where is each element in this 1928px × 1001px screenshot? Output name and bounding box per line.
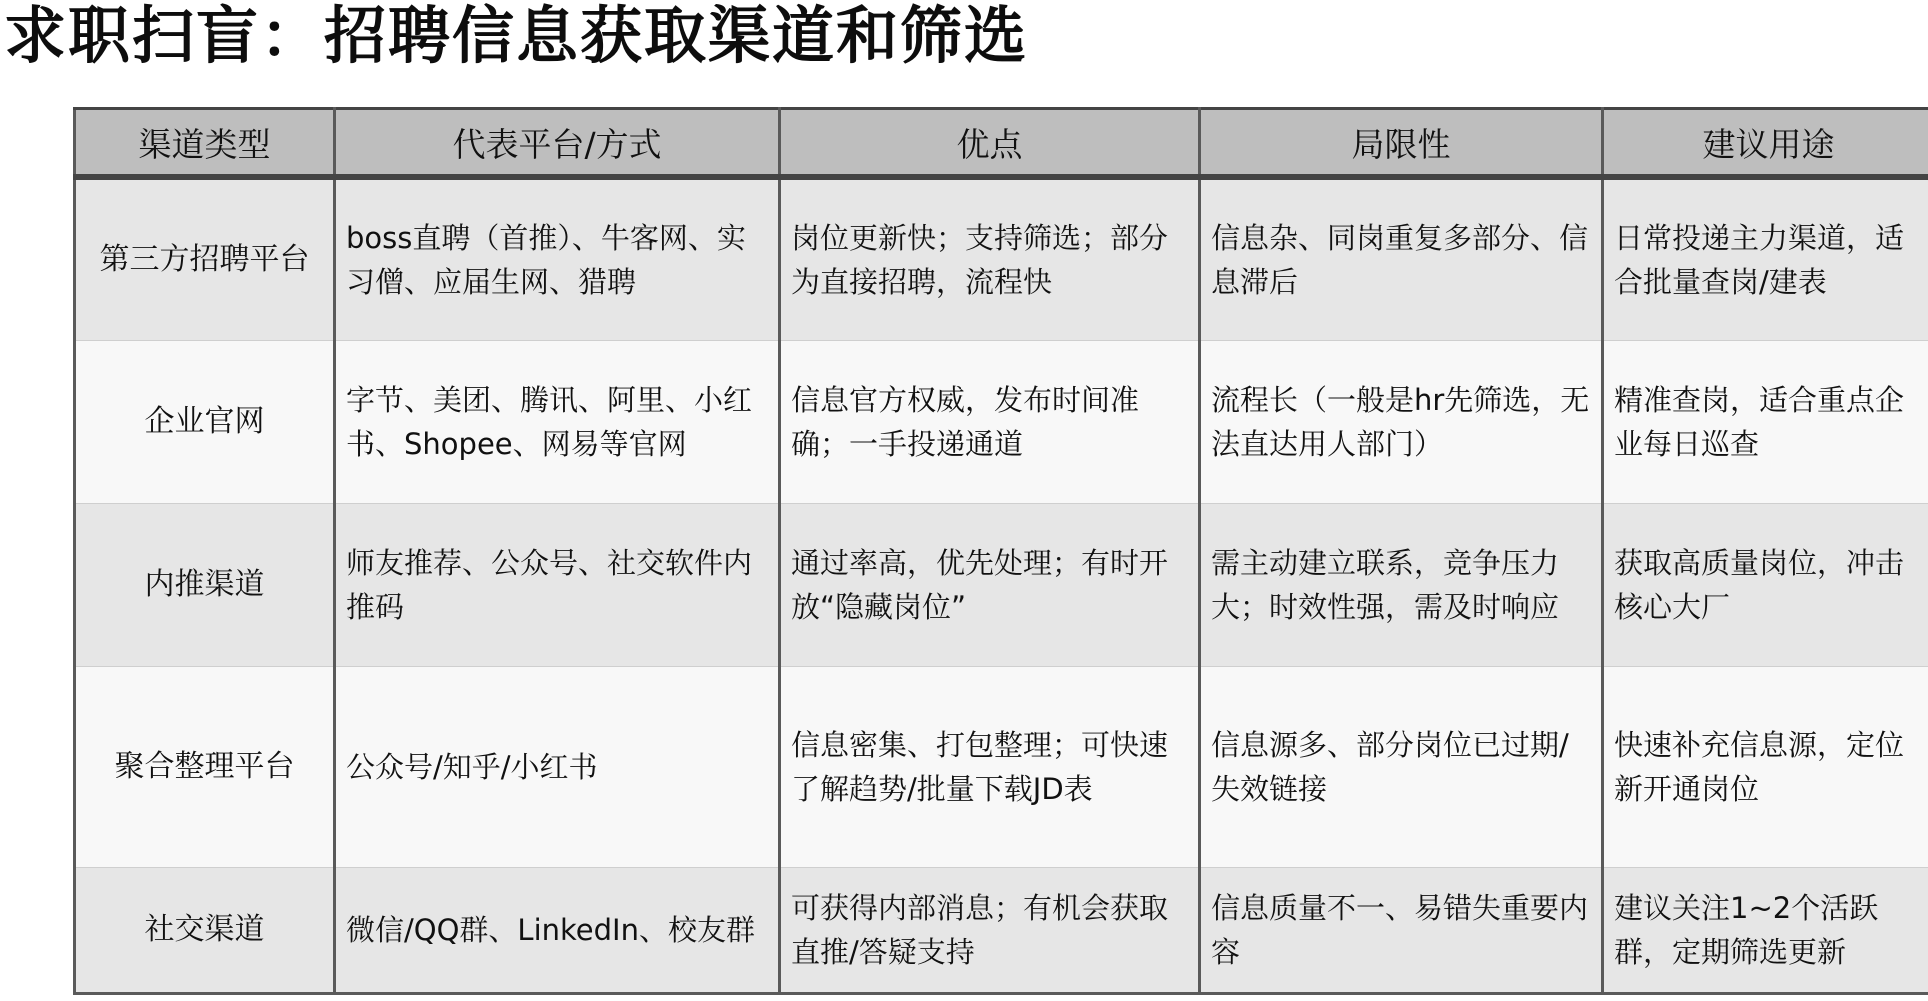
cell-pros: 信息官方权威，发布时间准确；一手投递通道 [780,341,1200,504]
cell-usage: 建议关注1~2个活跃群，定期筛选更新 [1603,868,1928,994]
cell-pros: 通过率高，优先处理；有时开放“隐藏岗位” [780,504,1200,667]
cell-cons: 信息质量不一、易错失重要内容 [1200,868,1603,994]
channel-table [73,107,1928,995]
cell-pros: 可获得内部消息；有机会获取直推/答疑支持 [780,868,1200,994]
cell-channel-type: 聚合整理平台 [75,667,335,868]
cell-cons: 需主动建立联系，竞争压力大；时效性强，需及时响应 [1200,504,1603,667]
header-platforms: 代表平台/方式 [335,109,780,178]
cell-pros: 岗位更新快；支持筛选；部分为直接招聘，流程快 [780,177,1200,341]
header-usage: 建议用途 [1603,109,1928,178]
page-title: 求职扫盲：招聘信息获取渠道和筛选 [4,0,1029,72]
header-pros: 优点 [780,109,1200,178]
table-row [75,504,1928,667]
cell-pros: 信息密集、打包整理；可快速了解趋势/批量下载JD表 [780,667,1200,868]
table-header-row [75,109,1928,178]
cell-channel-type: 企业官网 [75,341,335,504]
cell-usage: 快速补充信息源，定位新开通岗位 [1603,667,1928,868]
cell-cons: 信息源多、部分岗位已过期/失效链接 [1200,667,1603,868]
header-channel-type: 渠道类型 [75,109,335,178]
cell-platforms: 微信/QQ群、LinkedIn、校友群 [335,868,780,994]
cell-channel-type: 社交渠道 [75,868,335,994]
table-row [75,667,1928,868]
table-row [75,341,1928,504]
header-cons: 局限性 [1200,109,1603,178]
table-row [75,177,1928,341]
cell-cons: 流程长（一般是hr先筛选，无法直达用人部门） [1200,341,1603,504]
cell-platforms: 师友推荐、公众号、社交软件内推码 [335,504,780,667]
cell-platforms: boss直聘（首推）、牛客网、实习僧、应届生网、猎聘 [335,177,780,341]
cell-channel-type: 内推渠道 [75,504,335,667]
cell-channel-type: 第三方招聘平台 [75,177,335,341]
cell-usage: 日常投递主力渠道，适合批量查岗/建表 [1603,177,1928,341]
cell-usage: 精准查岗，适合重点企业每日巡查 [1603,341,1928,504]
cell-usage: 获取高质量岗位，冲击核心大厂 [1603,504,1928,667]
cell-platforms: 字节、美团、腾讯、阿里、小红书、Shopee、网易等官网 [335,341,780,504]
cell-cons: 信息杂、同岗重复多部分、信息滞后 [1200,177,1603,341]
table-row [75,868,1928,994]
cell-platforms: 公众号/知乎/小红书 [335,667,780,868]
